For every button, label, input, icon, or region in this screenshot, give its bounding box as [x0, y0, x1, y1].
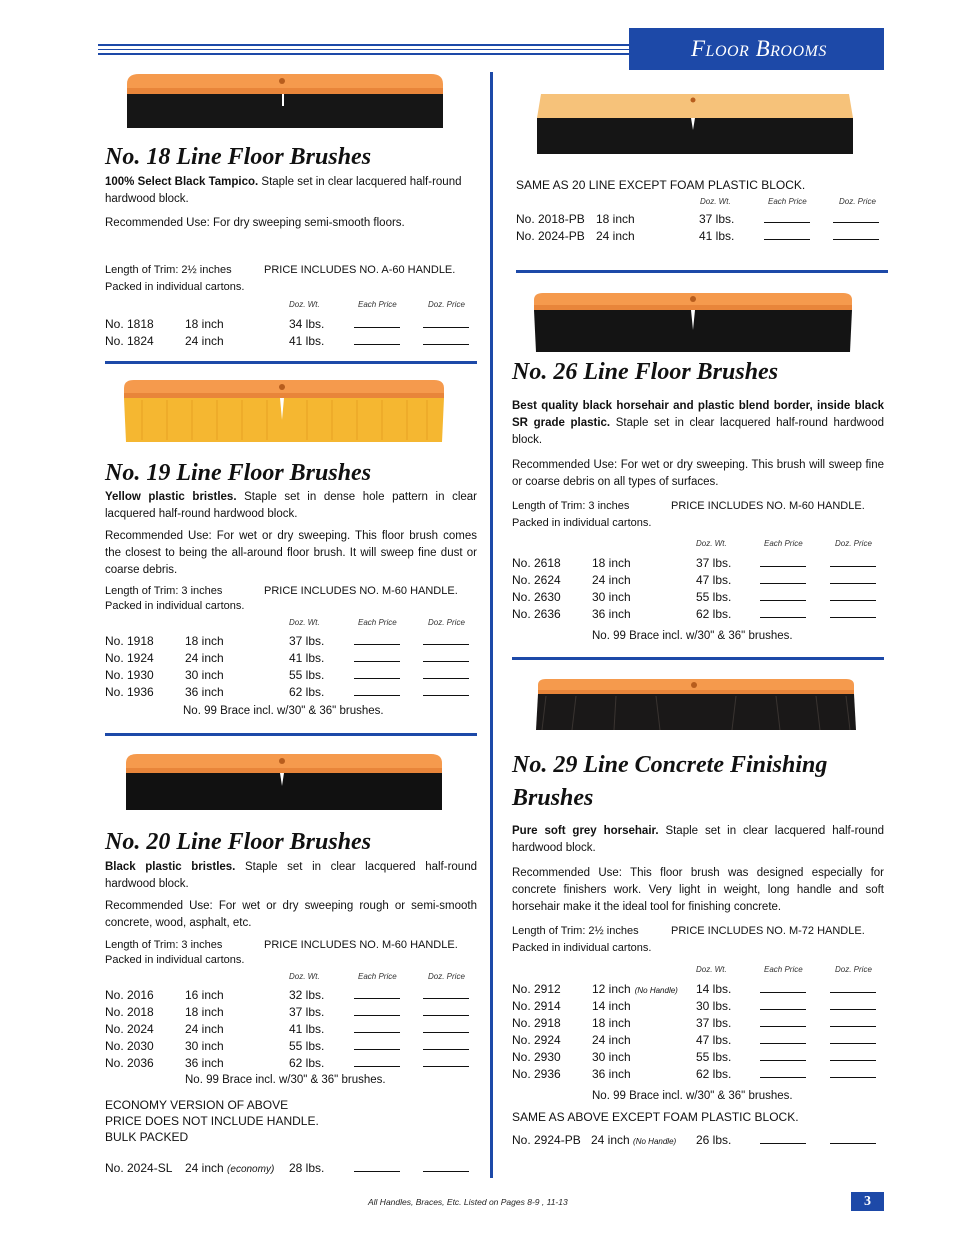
table-row: [512, 1066, 884, 1083]
packed-note-19: Packed in individual cartons.: [105, 600, 245, 612]
brace-note-26: No. 99 Brace incl. w/30" & 36" brushes.: [592, 630, 793, 642]
item-number: No. 1918: [105, 634, 154, 648]
item-size: 36 inch: [592, 1067, 631, 1081]
item-size: 24 inch: [592, 573, 631, 587]
item-weight: 55 lbs.: [696, 590, 732, 604]
brush-image-29: [536, 676, 856, 734]
section-desc-20: [105, 859, 477, 893]
table-row: [105, 333, 477, 350]
item-size: 24 inch (No Handle): [591, 1133, 677, 1147]
item-size: 14 inch: [592, 999, 631, 1013]
col-doz-wt: Doz. Wt.: [700, 197, 731, 206]
item-weight: 37 lbs.: [696, 1016, 732, 1030]
table-row: [105, 316, 477, 333]
price-table-20pb: [516, 211, 886, 245]
item-size: 36 inch: [592, 607, 631, 621]
table-row: [512, 606, 884, 623]
item-weight: 26 lbs.: [696, 1133, 732, 1147]
table-row: [105, 1021, 477, 1038]
item-weight: 41 lbs.: [289, 1022, 325, 1036]
page-title: Floor Brooms: [629, 28, 884, 70]
recommended-use-29: Recommended Use: This floor brush was designed especially for concrete finishers work. Very light in weight, long handle and soft horsehair make it the ideal tool for finishing concrete.: [512, 867, 884, 913]
item-weight: 30 lbs.: [696, 999, 732, 1013]
table-row: [105, 1055, 477, 1072]
table-row: [105, 684, 477, 701]
item-size: 30 inch: [592, 1050, 631, 1064]
desc-text: Staple set in clear lacquered half-round hardwood block.: [512, 825, 884, 854]
item-number: No. 2636: [512, 607, 561, 621]
desc-text: Staple set in clear lacquered half-round hardwood block.: [105, 861, 477, 890]
item-size: 30 inch: [592, 590, 631, 604]
trim-length-26: Length of Trim: 3 inches: [512, 500, 630, 512]
item-number: No. 2936: [512, 1067, 561, 1081]
col-doz-price: Doz. Price: [835, 965, 872, 974]
brace-note-19: No. 99 Brace incl. w/30" & 36" brushes.: [183, 705, 384, 717]
item-number: No. 1930: [105, 668, 154, 682]
item-weight: 37 lbs.: [696, 556, 732, 570]
item-size: 18 inch: [592, 556, 631, 570]
item-number: No. 2924-PB: [512, 1133, 581, 1147]
col-each-price: Each Price: [358, 618, 397, 627]
brush-image-26: [532, 290, 854, 356]
handle-note-18: PRICE INCLUDES NO. A-60 HANDLE.: [264, 264, 456, 276]
brush-image-18: [125, 72, 445, 132]
section-title-29: [512, 749, 827, 815]
item-number: No. 1818: [105, 317, 154, 331]
recommended-use-19: Recommended Use: For wet or dry sweeping. This floor brush comes the closest to being the all-around floor brush. It will sweep fine dust or coarse debris.: [105, 530, 477, 576]
brush-image-20: [124, 752, 444, 814]
col-doz-wt: Doz. Wt.: [696, 539, 727, 548]
desc-text: Staple set in dense hole pattern in clear lacquered half-round hardwood block.: [105, 491, 477, 520]
item-weight: 55 lbs.: [696, 1050, 732, 1064]
trim-length-19: Length of Trim: 3 inches: [105, 585, 223, 597]
desc-bold: Yellow plastic bristles.: [105, 491, 237, 503]
page-number: 3: [851, 1192, 884, 1211]
brush-image-20pb: [535, 90, 855, 158]
item-size: 30 inch: [185, 1039, 224, 1053]
table-row: [512, 1032, 884, 1049]
item-weight: 37 lbs.: [289, 634, 325, 648]
item-size: 18 inch: [185, 634, 224, 648]
col-each-price: Each Price: [768, 197, 807, 206]
price-table-19: [105, 633, 477, 701]
price-table-29: [512, 981, 884, 1083]
section-title-20: No. 20 Line Floor Brushes: [105, 829, 372, 855]
item-weight: 34 lbs.: [289, 317, 325, 331]
handle-note-20: PRICE INCLUDES NO. M-60 HANDLE.: [264, 939, 458, 951]
item-number: No. 2924: [512, 1033, 561, 1047]
packed-note-26: Packed in individual cartons.: [512, 517, 652, 529]
item-number: No. 2912: [512, 982, 561, 996]
desc-text: Staple set in clear lacquered half-round hardwood block.: [512, 417, 885, 446]
col-each-price: Each Price: [764, 965, 803, 974]
item-number: No. 2618: [512, 556, 561, 570]
col-doz-wt: Doz. Wt.: [289, 300, 320, 309]
item-size: 24 inch: [185, 651, 224, 665]
economy-note: [105, 1097, 319, 1145]
item-size: 24 inch: [185, 1022, 224, 1036]
brush-image-19: [122, 378, 446, 446]
item-number: No. 2624: [512, 573, 561, 587]
table-row: [516, 228, 886, 245]
item-number: No. 2024-SL: [105, 1161, 173, 1175]
section-desc-26: [512, 398, 884, 449]
packed-note-29: Packed in individual cartons.: [512, 942, 652, 954]
economy-line-3: BULK PACKED: [105, 1130, 189, 1144]
item-size: 18 inch: [596, 212, 635, 226]
table-row: [512, 555, 884, 572]
item-number: No. 2914: [512, 999, 561, 1013]
col-doz-price: Doz. Price: [428, 618, 465, 627]
item-weight: 55 lbs.: [289, 1039, 325, 1053]
price-table-26: [512, 555, 884, 623]
item-size: 12 inch (No Handle): [592, 982, 678, 996]
price-table-18: [105, 316, 477, 350]
item-size: 30 inch: [185, 668, 224, 682]
table-row: [105, 1004, 477, 1021]
handle-note-26: PRICE INCLUDES NO. M-60 HANDLE.: [671, 500, 865, 512]
item-number: No. 2930: [512, 1050, 561, 1064]
item-number: No. 1924: [105, 651, 154, 665]
col-each-price: Each Price: [764, 539, 803, 548]
desc-bold: Pure soft grey horsehair.: [512, 825, 659, 837]
item-number: No. 2036: [105, 1056, 154, 1070]
brace-note-20: No. 99 Brace incl. w/30" & 36" brushes.: [185, 1074, 386, 1086]
col-doz-price: Doz. Price: [839, 197, 876, 206]
item-size: 24 inch: [185, 334, 224, 348]
item-weight: 55 lbs.: [289, 668, 325, 682]
item-size: 18 inch: [185, 1005, 224, 1019]
table-row: [105, 650, 477, 667]
item-weight: 41 lbs.: [289, 334, 325, 348]
column-divider: [490, 72, 493, 1178]
economy-line-1: ECONOMY VERSION OF ABOVE: [105, 1098, 289, 1112]
item-weight: 62 lbs.: [696, 607, 732, 621]
packed-note-18: Packed in individual cartons.: [105, 281, 245, 293]
table-row: [512, 1015, 884, 1032]
section-title-18: No. 18 Line Floor Brushes: [105, 144, 372, 170]
item-size: 24 inch: [592, 1033, 631, 1047]
section-title-29-line-2: Brushes: [512, 785, 594, 811]
foam-note-20pb: SAME AS 20 LINE EXCEPT FOAM PLASTIC BLOCK.: [516, 178, 806, 192]
header-rule: [98, 44, 629, 58]
table-row: [512, 998, 884, 1015]
col-each-price: Each Price: [358, 300, 397, 309]
table-row: [105, 633, 477, 650]
trim-length-18: Length of Trim: 2½ inches: [105, 264, 232, 276]
economy-line-2: PRICE DOES NOT INCLUDE HANDLE.: [105, 1114, 319, 1128]
desc-bold: Best quality black horsehair and plastic blend border, inside black SR grade plastic.: [512, 400, 884, 429]
section-desc-19: [105, 489, 477, 523]
col-each-price: Each Price: [358, 972, 397, 981]
item-weight: 41 lbs.: [289, 651, 325, 665]
item-number: No. 1936: [105, 685, 154, 699]
item-size: 18 inch: [185, 317, 224, 331]
section-desc-18: [105, 174, 477, 208]
item-number: No. 2630: [512, 590, 561, 604]
item-weight: 47 lbs.: [696, 1033, 732, 1047]
table-row: [512, 1132, 884, 1149]
item-weight: 37 lbs.: [289, 1005, 325, 1019]
item-weight: 14 lbs.: [696, 982, 732, 996]
item-weight: 32 lbs.: [289, 988, 325, 1002]
recommended-use-20: Recommended Use: For wet or dry sweeping rough or semi-smooth concrete, wood, asphalt, etc.: [105, 900, 477, 929]
item-number: No. 2024: [105, 1022, 154, 1036]
table-row: [516, 211, 886, 228]
section-rule: [105, 733, 477, 736]
section-title-29-line-1: No. 29 Line Concrete Finishing: [512, 752, 828, 778]
handle-note-19: PRICE INCLUDES NO. M-60 HANDLE.: [264, 585, 458, 597]
item-weight: 37 lbs.: [699, 212, 735, 226]
item-weight: 62 lbs.: [289, 1056, 325, 1070]
table-row: [105, 667, 477, 684]
item-size: 16 inch: [185, 988, 224, 1002]
table-row: [512, 981, 884, 998]
table-row: [512, 1049, 884, 1066]
trim-length-29: Length of Trim: 2½ inches: [512, 925, 639, 937]
col-doz-wt: Doz. Wt.: [289, 618, 320, 627]
col-doz-price: Doz. Price: [428, 300, 465, 309]
section-rule: [516, 270, 888, 273]
item-size: 36 inch: [185, 1056, 224, 1070]
section-rule: [105, 361, 477, 364]
recommended-use-18: Recommended Use: For dry sweeping semi-smooth floors.: [105, 217, 405, 229]
table-row: [105, 987, 477, 1004]
col-doz-price: Doz. Price: [428, 972, 465, 981]
item-weight: 28 lbs.: [289, 1161, 325, 1175]
trim-length-20: Length of Trim: 3 inches: [105, 939, 223, 951]
item-size: 24 inch: [596, 229, 635, 243]
desc-bold: Black plastic bristles.: [105, 861, 236, 873]
section-title-19: No. 19 Line Floor Brushes: [105, 460, 372, 486]
item-weight: 62 lbs.: [696, 1067, 732, 1081]
handle-note-29: PRICE INCLUDES NO. M-72 HANDLE.: [671, 925, 865, 937]
price-table-20: [105, 987, 477, 1072]
recommended-use-26: Recommended Use: For wet or dry sweeping. This brush will sweep fine or coarse debris on all types of surfaces.: [512, 459, 884, 488]
item-weight: 47 lbs.: [696, 573, 732, 587]
item-size: 18 inch: [592, 1016, 631, 1030]
table-row: [105, 1038, 477, 1055]
col-doz-wt: Doz. Wt.: [696, 965, 727, 974]
section-title-26: No. 26 Line Floor Brushes: [512, 359, 779, 385]
item-number: No. 1824: [105, 334, 154, 348]
col-doz-price: Doz. Price: [835, 539, 872, 548]
col-doz-wt: Doz. Wt.: [289, 972, 320, 981]
footer-note: All Handles, Braces, Etc. Listed on Pages 8-9 , 11-13: [368, 1197, 568, 1207]
item-size: 36 inch: [185, 685, 224, 699]
item-number: No. 2016: [105, 988, 154, 1002]
item-weight: 41 lbs.: [699, 229, 735, 243]
table-row: [512, 589, 884, 606]
section-desc-29: [512, 823, 884, 857]
foam-note-29: SAME AS ABOVE EXCEPT FOAM PLASTIC BLOCK.: [512, 1110, 799, 1124]
item-number: No. 2030: [105, 1039, 154, 1053]
item-number: No. 2018-PB: [516, 212, 585, 226]
item-number: No. 2918: [512, 1016, 561, 1030]
item-weight: 62 lbs.: [289, 685, 325, 699]
brace-note-29: No. 99 Brace incl. w/30" & 36" brushes.: [592, 1090, 793, 1102]
packed-note-20: Packed in individual cartons.: [105, 954, 245, 966]
desc-bold: 100% Select Black Tampico.: [105, 176, 259, 188]
table-row: [512, 572, 884, 589]
item-size: 24 inch (economy): [185, 1161, 275, 1175]
item-number: No. 2018: [105, 1005, 154, 1019]
item-number: No. 2024-PB: [516, 229, 585, 243]
section-rule: [512, 657, 884, 660]
table-row: [105, 1160, 477, 1177]
desc-text: Staple set in clear lacquered half-round hardwood block.: [105, 176, 462, 205]
